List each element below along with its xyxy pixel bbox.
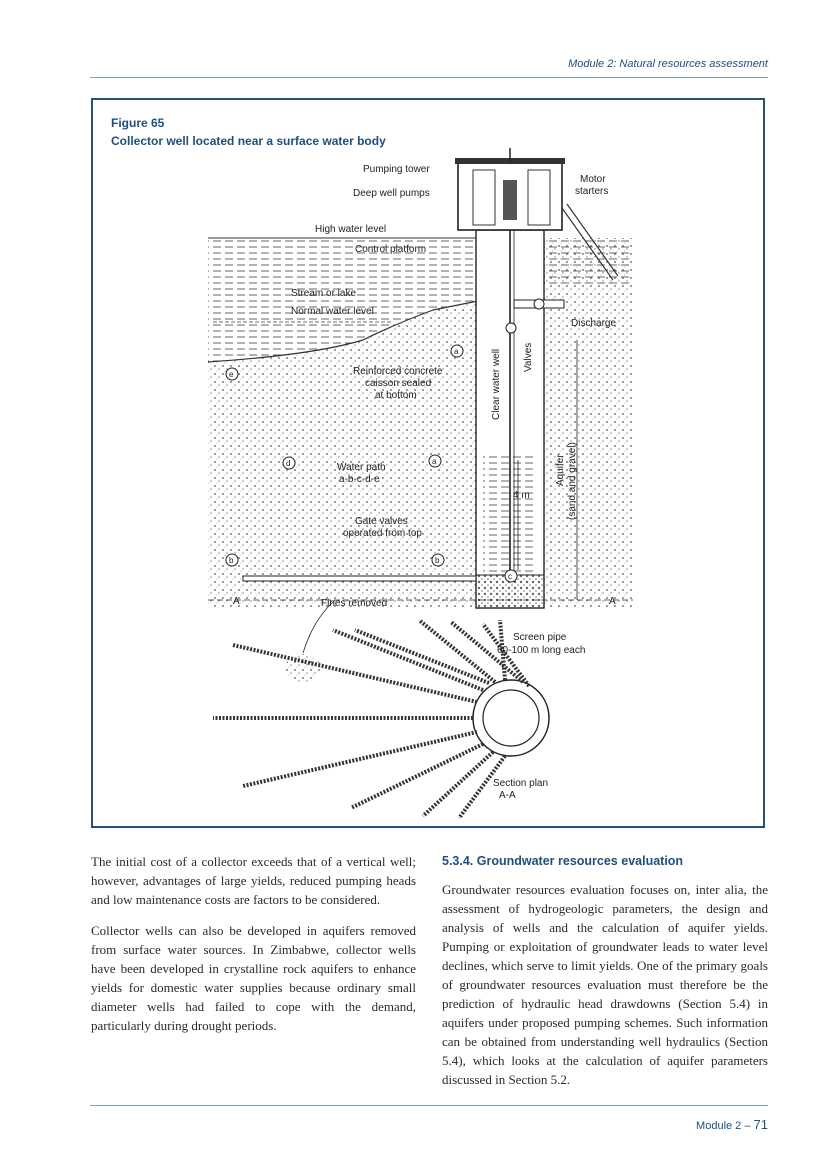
figure-box [91, 98, 765, 828]
running-header: Module 2: Natural resources assessment [568, 58, 768, 70]
label-discharge: Discharge [571, 318, 617, 329]
fines-removed-blob [285, 654, 321, 682]
label-motor-2: starters [575, 186, 609, 197]
valve-marker-2 [534, 299, 544, 309]
label-four-m: 4 m [513, 490, 530, 501]
label-section-a-left: A [233, 596, 240, 607]
collector-well-diagram [93, 100, 763, 826]
label-section-a-right: A [609, 596, 616, 607]
marker-e-text: e [229, 370, 234, 379]
footer-rule [90, 1105, 768, 1106]
valve-marker-1 [506, 323, 516, 333]
left-paragraph-2: Collector wells can also be developed in aquifers removed from surface water sources. In Zimbabwe, collector wells have been developed in crystalline rock aquifers to enhance yields for domestic water supplies because ordinary small diameter wells had failed to cope with the demand, particularly during drought periods. [91, 923, 416, 1033]
label-pumping-tower: Pumping tower [363, 164, 430, 175]
marker-a-2-text: a [432, 457, 437, 466]
label-water-path-2: a-b-c-d-e [339, 474, 380, 485]
label-valves: Valves [523, 342, 534, 372]
deep-well-pump-motor [503, 180, 517, 220]
label-high-water-level: High water level [315, 224, 387, 235]
page-footer [696, 1117, 768, 1132]
right-column [442, 852, 768, 1089]
label-deep-well-pumps: Deep well pumps [353, 188, 430, 199]
label-fines-removed: Fines removed [321, 598, 388, 609]
right-water-region [543, 238, 632, 288]
label-aquifer-1: Aquifer [555, 454, 566, 486]
marker-a-1-text: a [454, 347, 459, 356]
header-rule [90, 77, 768, 78]
plan-pipe-4 [355, 630, 489, 683]
label-stream-or-lake: Stream or lake [291, 288, 357, 299]
label-water-path-1: Water path [337, 462, 386, 473]
label-reinforced-2: caisson sealed [365, 378, 432, 389]
label-gate-valves-1: Gate valves [355, 516, 408, 527]
label-gate-valves-2: operated from top [343, 528, 422, 539]
plan-pipe-3 [333, 630, 483, 690]
label-section-plan-2: A-A [499, 790, 516, 801]
label-screen-pipe-2: 60-100 m long each [497, 645, 586, 656]
section-title: 5.3.4. Groundwater resources evaluation [442, 854, 684, 868]
marker-b-left-text: b [229, 556, 234, 565]
label-clear-water-well: Clear water well [491, 348, 502, 420]
label-reinforced-1: Reinforced concrete [353, 366, 443, 377]
plan-caisson-inner [483, 690, 539, 746]
figure-caption: Collector well located near a surface water body [111, 134, 386, 148]
label-screen-pipe-1: Screen pipe [513, 632, 567, 643]
marker-c-text: c [508, 572, 512, 581]
left-column [91, 852, 416, 1047]
footer-module-label: Module 2 – [696, 1120, 754, 1132]
label-aquifer-2: (sand and gravel) [567, 442, 578, 520]
left-paragraph-1: The initial cost of a collector exceeds that of a vertical well; however, advantages of large yields, reduced pumping heads and low maintenance costs are factors to be considered. [91, 854, 416, 907]
plan-pipe-9 [243, 732, 477, 786]
label-reinforced-3: at bottom [375, 390, 417, 401]
label-normal-water-level: Normal water level [291, 306, 374, 317]
marker-d-text: d [286, 459, 291, 468]
marker-b-text: b [435, 556, 440, 565]
label-section-plan-1: Section plan [493, 778, 549, 789]
figure-number: Figure 65 [111, 116, 165, 130]
plan-pipe-10 [351, 744, 483, 808]
lateral-screen-pipe [243, 576, 476, 581]
label-control-platform: Control platform [355, 244, 427, 255]
right-paragraph-1: Groundwater resources evaluation focuses on, inter alia, the assessment of hydrogeologic parameters, the design and analysis of wells and the calculation of aquifer yields. Pumping or exploitation of groundwater leads to water level declines, which serve to limit yields. One of the primary goals of groundwater resources evaluation must therefore be the prediction of hydraulic head drawdowns (Section 5.4) in aquifers under proposed pumping schemes. Such information can be obtained from understanding well hydraulics (Section 5.4), which looks at the calculation of aquifer parameters discussed in Section 5.2. [442, 882, 768, 1087]
label-motor-1: Motor [580, 174, 606, 185]
page-number: 71 [753, 1117, 768, 1132]
